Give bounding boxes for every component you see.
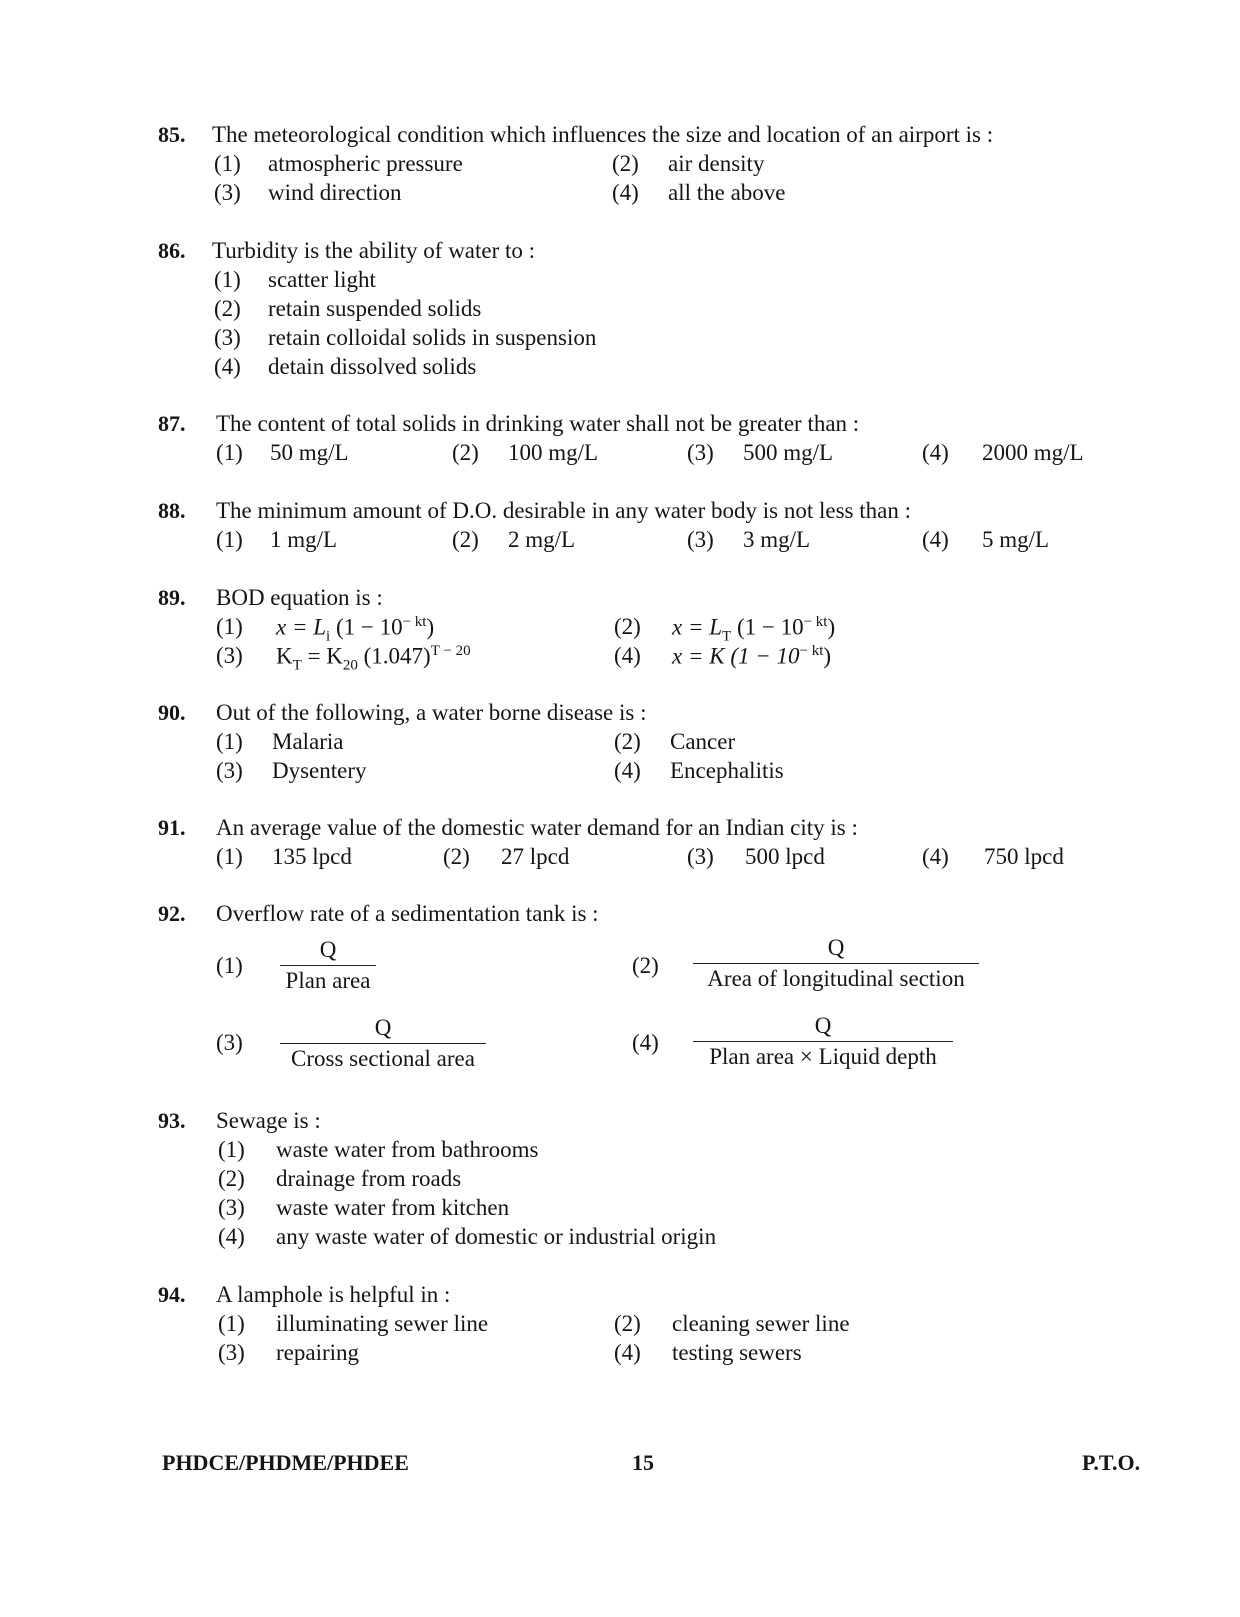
question-text: An average value of the domestic water demand for an Indian city is : <box>216 815 858 840</box>
question-text: Sewage is : <box>216 1108 321 1133</box>
question-text: The content of total solids in drinking water shall not be greater than : <box>216 411 860 436</box>
question-number: 88. <box>158 498 186 523</box>
question-number: 93. <box>158 1108 186 1133</box>
question-number: 94. <box>158 1282 186 1307</box>
formula: $K_T = K_{20}$ $(1.047)^{T - 20}$ <box>276 643 471 674</box>
fraction: Q Plan area × Liquid depth <box>693 1013 953 1070</box>
fraction: Q Plan area <box>280 937 376 994</box>
page-number: 15 <box>632 1450 654 1475</box>
question-text: A lamphole is helpful in : <box>216 1282 451 1307</box>
footer-pto: P.T.O. <box>1082 1450 1141 1475</box>
formula: $x = L_i$ $(1 - 10^{- kt})$ <box>276 614 435 645</box>
fraction: Q Cross sectional area <box>280 1015 486 1072</box>
formula: x = K $(1 - 10^{- kt})$ <box>672 643 832 669</box>
question-number: 86. <box>158 238 186 263</box>
question-text: Out of the following, a water borne disease is : <box>216 700 647 725</box>
question-number: 87. <box>158 411 186 436</box>
question-text: BOD equation is : <box>216 585 383 610</box>
formula: $x = L_T$ $(1 - 10^{- kt})$ <box>672 614 836 645</box>
question-number: 92. <box>158 901 186 926</box>
fraction: Q Area of longitudinal section <box>693 935 979 992</box>
question-text: The minimum amount of D.O. desirable in any water body is not less than : <box>216 498 911 523</box>
footer-code: PHDCE/PHDME/PHDEE <box>162 1450 409 1475</box>
question-text: The meteorological condition which influences the size and location of an airport is : <box>212 122 994 147</box>
question-number: 89. <box>158 585 186 610</box>
question-number: 90. <box>158 700 186 725</box>
question-number: 85. <box>158 122 186 147</box>
question-text: Overflow rate of a sedimentation tank is : <box>216 901 599 926</box>
question-number: 91. <box>158 815 186 840</box>
question-text: Turbidity is the ability of water to : <box>212 238 536 263</box>
